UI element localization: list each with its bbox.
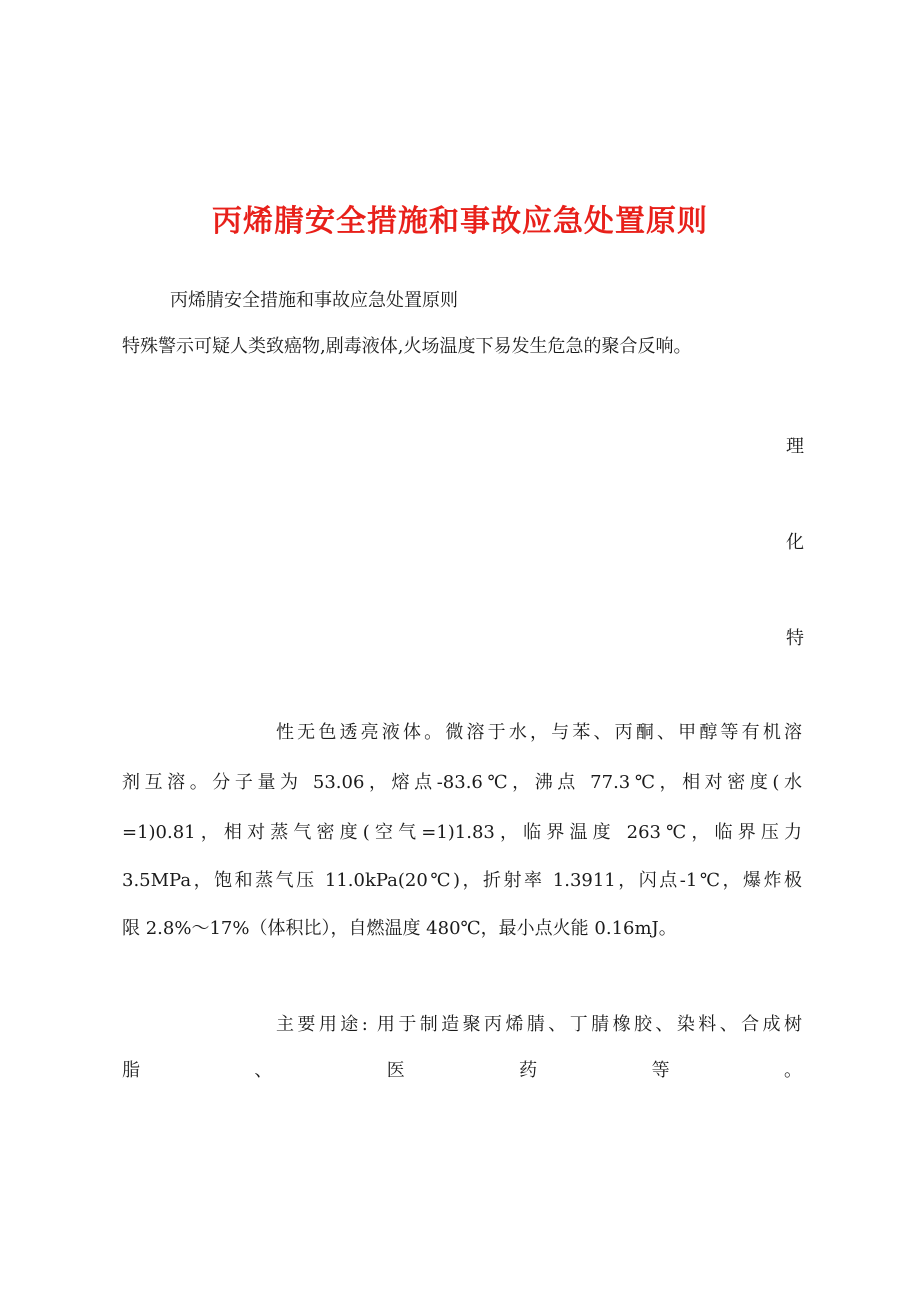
uses-char: 医 [386,1060,405,1081]
uses-char: 脂 [122,1060,140,1081]
uses-char: 等 [651,1060,670,1081]
uses-line: 主要用途: 用于制造聚丙烯腈、丁腈橡胶、染料、合成树 [276,1014,802,1035]
properties-line: 剂互溶。分子量为 53.06，熔点-83.6℃，沸点 77.3℃，相对密度(水 [122,772,802,793]
section-label-char: 化 [786,532,804,553]
properties-line: =1)0.81，相对蒸气密度(空气=1)1.83，临界温度 263℃，临界压力 [122,822,802,843]
uses-char: 。 [783,1060,802,1081]
properties-line: 3.5MPa，饱和蒸气压 11.0kPa(20℃)，折射率 1.3911，闪点-1℃，爆炸极 [122,870,802,891]
properties-line: 性无色透亮液体。微溶于水，与苯、丙酮、甲醇等有机溶 [276,722,802,743]
document-title: 丙烯腈安全措施和事故应急处置原则 [212,204,708,239]
special-warning: 特殊警示可疑人类致癌物,剧毒液体,火场温度下易发生危急的聚合反响。 [122,336,692,357]
properties-line: 限 2.8%～17%（体积比），自燃温度 480℃，最小点火能 0.16mJ。 [122,918,677,939]
document-subtitle: 丙烯腈安全措施和事故应急处置原则 [170,290,458,311]
uses-char: 药 [519,1060,538,1081]
uses-line-continued [122,1056,802,1082]
section-label-char: 理 [786,436,804,457]
section-label-char: 特 [786,628,804,649]
uses-char: 、 [254,1060,273,1081]
